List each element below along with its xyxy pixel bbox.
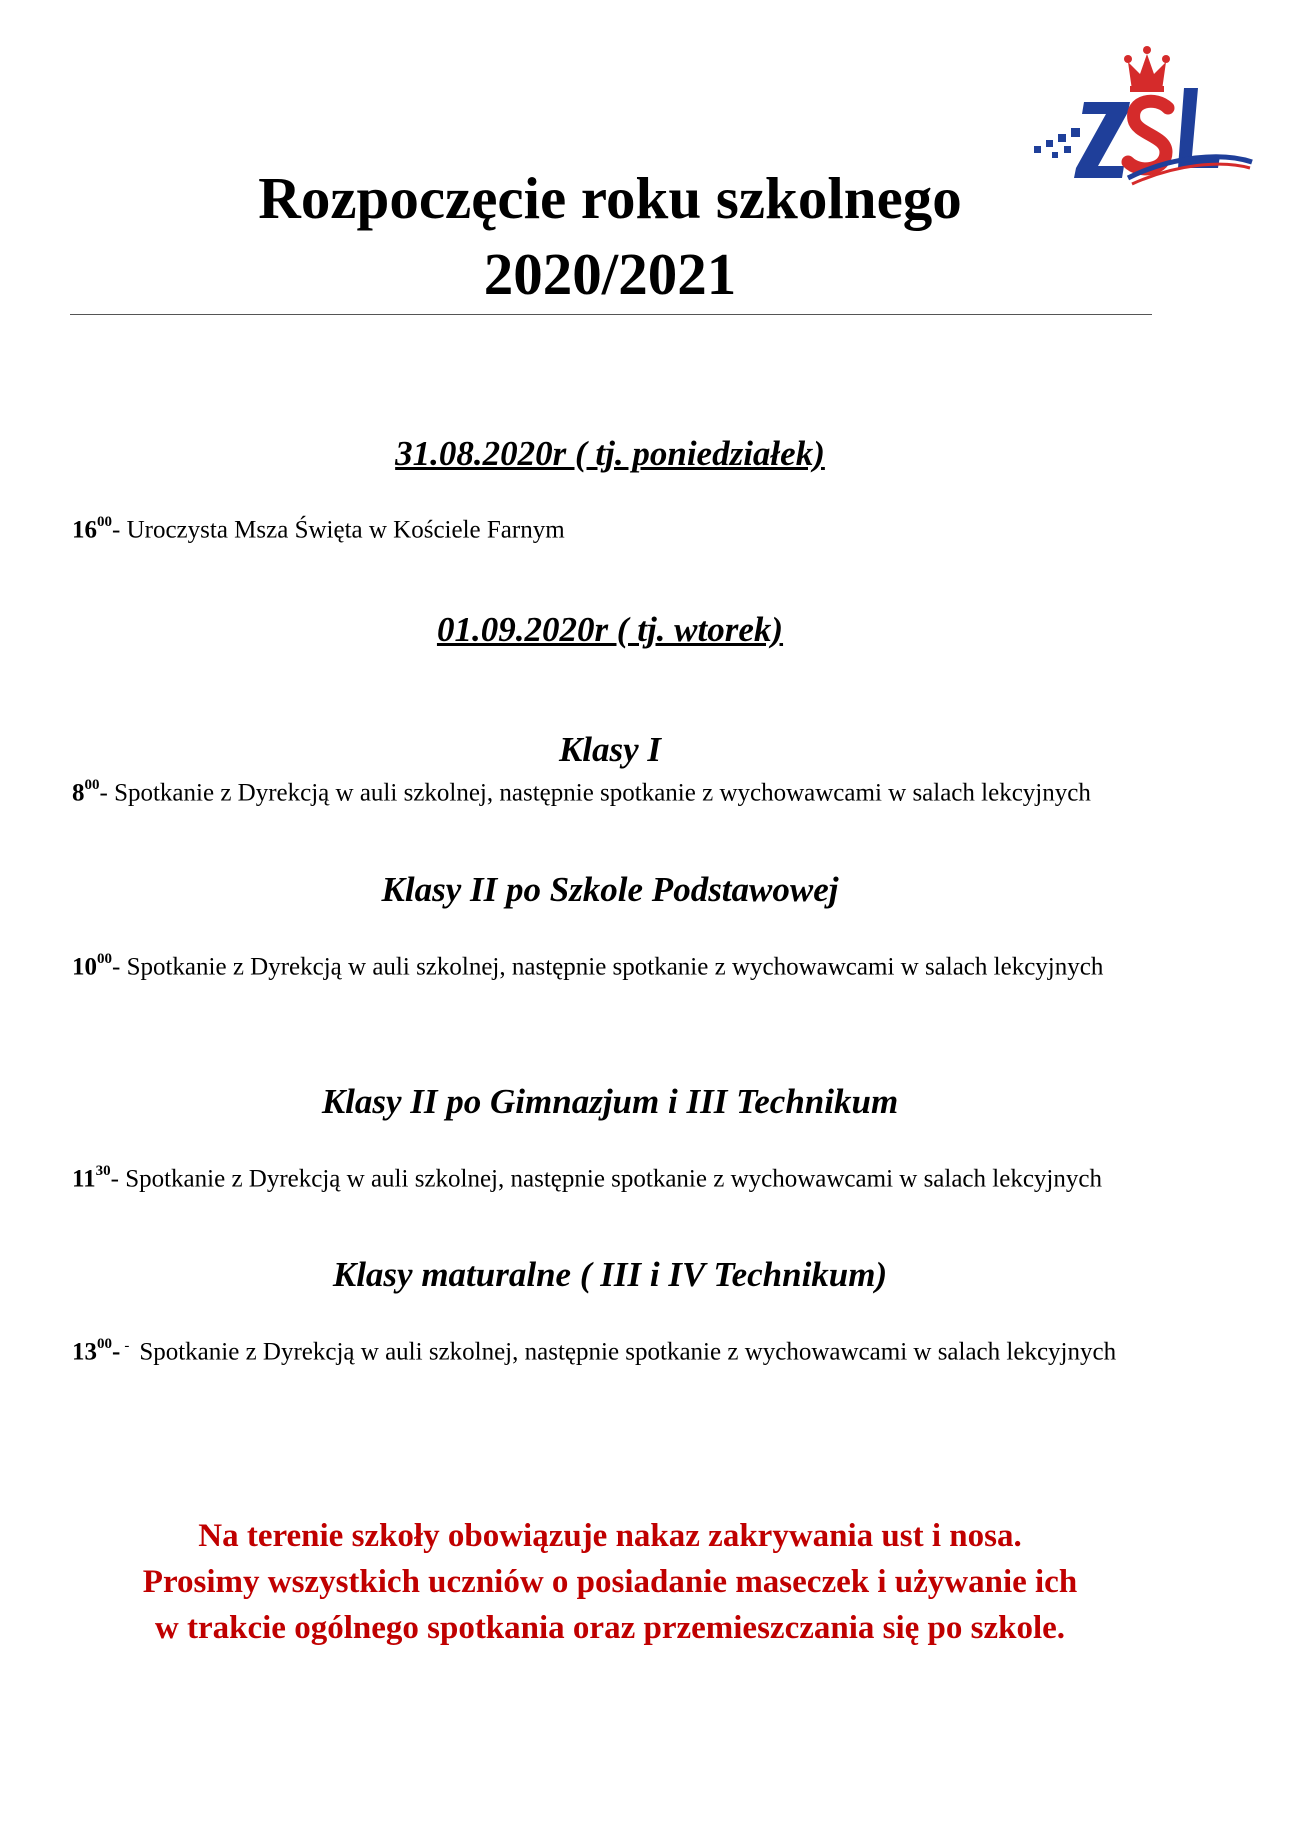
schedule-entry-class-2	[72, 945, 1162, 983]
title-line-2: 2020/2021	[483, 241, 737, 307]
notice-line-2: Prosimy wszystkich uczniów o posiadanie maseczek i używanie ich	[142, 1564, 1078, 1600]
entry-text: - Spotkanie z Dyrekcją w auli szkolnej, następnie spotkanie z wychowawcami w salach lekcyjnych	[112, 953, 1104, 981]
notice-line-1: Na terenie szkoły obowiązuje nakaz zakrywania ust i nosa.	[198, 1518, 1022, 1554]
schedule-entry-class-4	[72, 1330, 1162, 1368]
dots-decoration	[1034, 128, 1080, 158]
entry-text: - Spotkanie z Dyrekcją w auli szkolnej, następnie spotkanie z wychowawcami w salach lekcyjnych	[110, 1165, 1102, 1193]
entry-prefix: -	[112, 1338, 121, 1366]
entry-text: Spotkanie z Dyrekcją w auli szkolnej, następnie spotkanie z wychowawcami w salach lekcyjnych	[139, 1338, 1117, 1366]
entry-hour: 16	[72, 516, 97, 544]
title-line-1: Rozpoczęcie roku szkolnego	[258, 165, 962, 231]
class-heading-1: Klasy I	[558, 730, 662, 769]
class-heading-3: Klasy II po Gimnazjum i III Technikum	[321, 1082, 899, 1121]
crown-icon	[1124, 46, 1170, 92]
schedule-entry-class-1	[72, 771, 1162, 809]
schedule-entry-mass	[72, 508, 1162, 546]
entry-extra-dash: -	[124, 1338, 130, 1354]
letter-s	[1128, 101, 1168, 169]
entry-minutes: 00	[97, 1336, 112, 1352]
date-heading-2: 01.09.2020r ( tj. wtorek)	[436, 610, 784, 649]
entry-minutes: 00	[97, 514, 112, 530]
entry-minutes: 30	[95, 1163, 111, 1179]
entry-minutes: 00	[97, 951, 112, 967]
entry-hour: 8	[72, 779, 85, 807]
date-heading-1: 31.08.2020r ( tj. poniedziałek)	[395, 434, 825, 473]
entry-text: - Uroczysta Msza Święta w Kościele Farnym	[112, 516, 565, 544]
schedule-entry-class-3	[72, 1157, 1162, 1195]
entry-hour: 10	[72, 953, 97, 981]
notice-line-3: w trakcie ogólnego spotkania oraz przemieszczania się po szkole.	[154, 1610, 1066, 1646]
mask-notice	[60, 1513, 1160, 1651]
title-divider	[70, 314, 1152, 315]
class-heading-2: Klasy II po Szkole Podstawowej	[381, 870, 839, 909]
class-heading-4: Klasy maturalne ( III i IV Technikum)	[332, 1255, 888, 1294]
entry-minutes: 00	[84, 777, 100, 793]
entry-text: - Spotkanie z Dyrekcją w auli szkolnej, następnie spotkanie z wychowawcami w salach lekcyjnych	[99, 779, 1091, 807]
entry-hour: 13	[72, 1338, 97, 1366]
entry-hour: 11	[72, 1165, 96, 1193]
page-title	[70, 160, 1150, 312]
